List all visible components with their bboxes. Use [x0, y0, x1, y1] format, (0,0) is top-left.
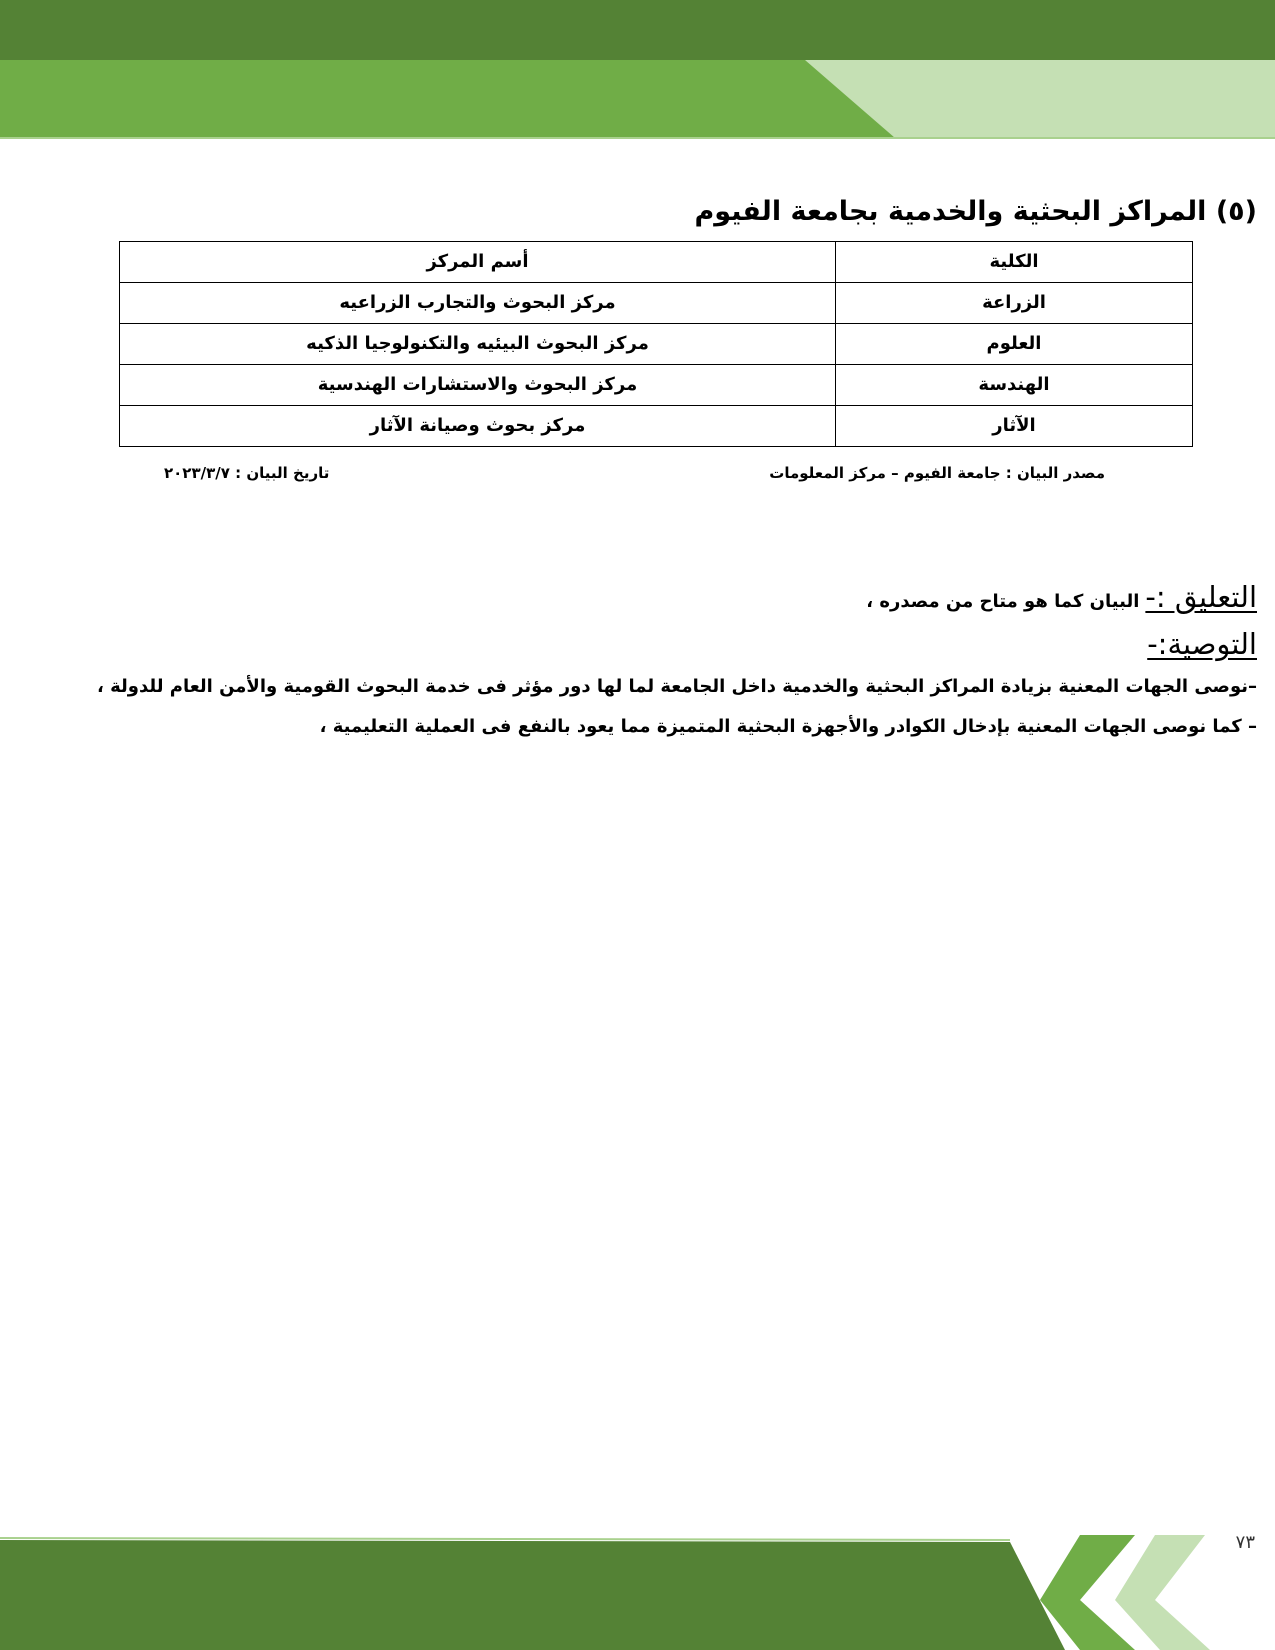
faculty-cell: العلوم	[836, 324, 1193, 365]
recommendation-heading	[1147, 627, 1257, 661]
center-cell: مركز البحوث والاستشارات الهندسية	[120, 365, 836, 406]
table-row	[120, 324, 1193, 365]
comment-text: البيان كما هو متاح من مصدره ،	[866, 591, 1140, 612]
center-cell: مركز البحوث البيئيه والتكنولوجيا الذكيه	[120, 324, 836, 365]
header-decoration	[0, 0, 1275, 140]
page-title: (٥) المراكز البحثية والخدمية بجامعة الفيوم	[694, 196, 1257, 227]
faculty-cell: الزراعة	[836, 283, 1193, 324]
data-date: تاريخ البيان : ٢٠٢٣/٣/٧	[164, 464, 330, 482]
header-center-name: أسم المركز	[120, 242, 836, 283]
center-cell: مركز بحوث وصيانة الآثار	[120, 406, 836, 447]
comment-label: التعليق :-	[1145, 580, 1257, 614]
table-row	[120, 283, 1193, 324]
header-faculty: الكلية	[836, 242, 1193, 283]
faculty-cell: الهندسة	[836, 365, 1193, 406]
recommendation-item: –نوصى الجهات المعنية بزيادة المراكز البحثية والخدمية داخل الجامعة لما لها دور مؤثر فى خدمة البحوث القومية والأمن العام للدولة ،	[97, 676, 1257, 697]
comment-section	[866, 580, 1257, 614]
table-row	[120, 406, 1193, 447]
center-cell: مركز البحوث والتجارب الزراعيه	[120, 283, 836, 324]
table-header-row	[120, 242, 1193, 283]
research-centers-table	[119, 241, 1193, 447]
footer-decoration	[0, 1530, 1275, 1650]
page-number: ٧٣	[1235, 1532, 1255, 1553]
recommendation-item: – كما نوصى الجهات المعنية بإدخال الكوادر والأجهزة البحثية المتميزة مما يعود بالنفع فى العملية التعليمية ،	[319, 716, 1257, 737]
data-source: مصدر البيان : جامعة الفيوم – مركز المعلومات	[769, 464, 1105, 482]
faculty-cell: الآثار	[836, 406, 1193, 447]
recommendation-label: التوصية:-	[1147, 627, 1257, 661]
table-row	[120, 365, 1193, 406]
